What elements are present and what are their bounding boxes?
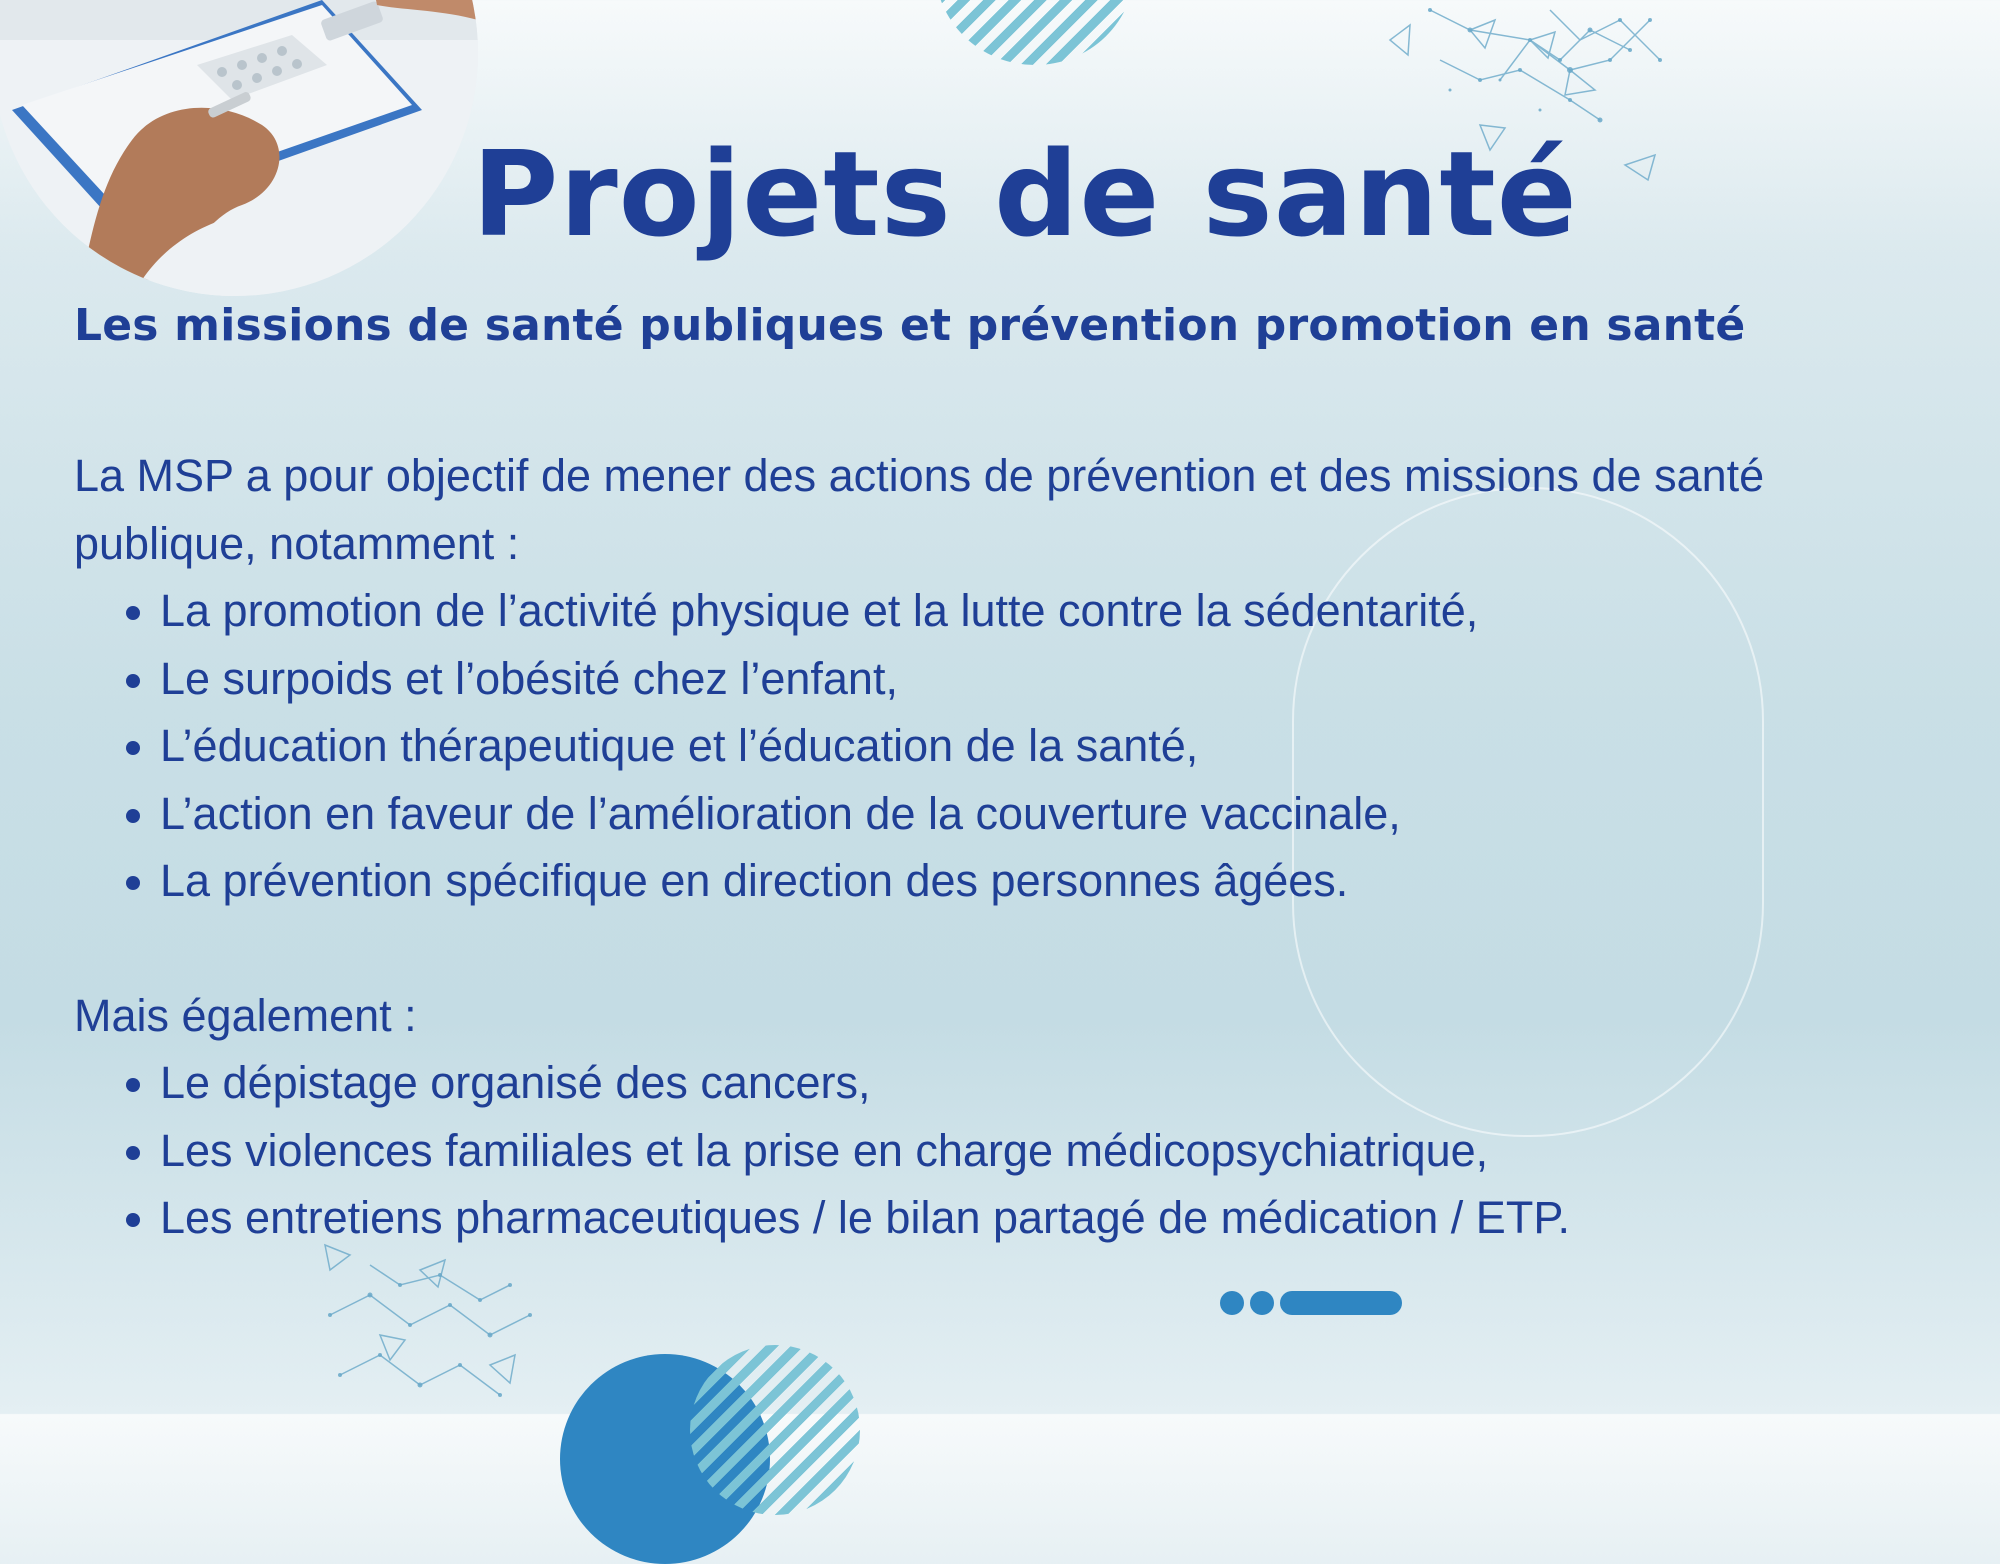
page-title: Projets de santé [472, 125, 1578, 263]
doctor-clipboard-photo [0, 0, 478, 296]
dot [1250, 1291, 1274, 1315]
list-item: • Le surpoids et l’obésité chez l’enfant, [160, 645, 1954, 713]
dots-bar-decoration [1220, 1291, 1402, 1315]
list-item: • La promotion de l’activité physique et la lutte contre la sédentarité, [160, 577, 1954, 645]
page-subtitle: Les missions de santé publiques et prévention promotion en santé [74, 300, 1746, 351]
list-item: • Les entretiens pharmaceutiques / le bilan partagé de médication / ETP. [160, 1184, 1954, 1252]
second-intro: Mais également : [74, 989, 417, 1041]
striped-circle-decoration [935, 0, 1135, 65]
list-item: • Le dépistage organisé des cancers, [160, 1049, 1954, 1117]
network-pattern-decoration-bottom [310, 1225, 610, 1414]
spacer [74, 915, 1954, 982]
bar [1280, 1291, 1402, 1315]
list-item: • L’action en faveur de l’amélioration de la couverture vaccinale, [160, 780, 1954, 848]
dot [1220, 1291, 1244, 1315]
intro-paragraph: La MSP a pour objectif de mener des actions de prévention et des missions de santé publique, notamment : [74, 450, 1765, 569]
list-item: • L’éducation thérapeutique et l’éducation de la santé, [160, 712, 1954, 780]
list-item: • La prévention spécifique en direction des personnes âgées. [160, 847, 1954, 915]
list-item: • Les violences familiales et la prise en charge médicopsychiatrique, [160, 1117, 1954, 1185]
missions-list [74, 577, 1954, 915]
main-content [74, 442, 1954, 1252]
additional-list [74, 1049, 1954, 1252]
striped-circle-decoration-bottom [690, 1345, 860, 1515]
